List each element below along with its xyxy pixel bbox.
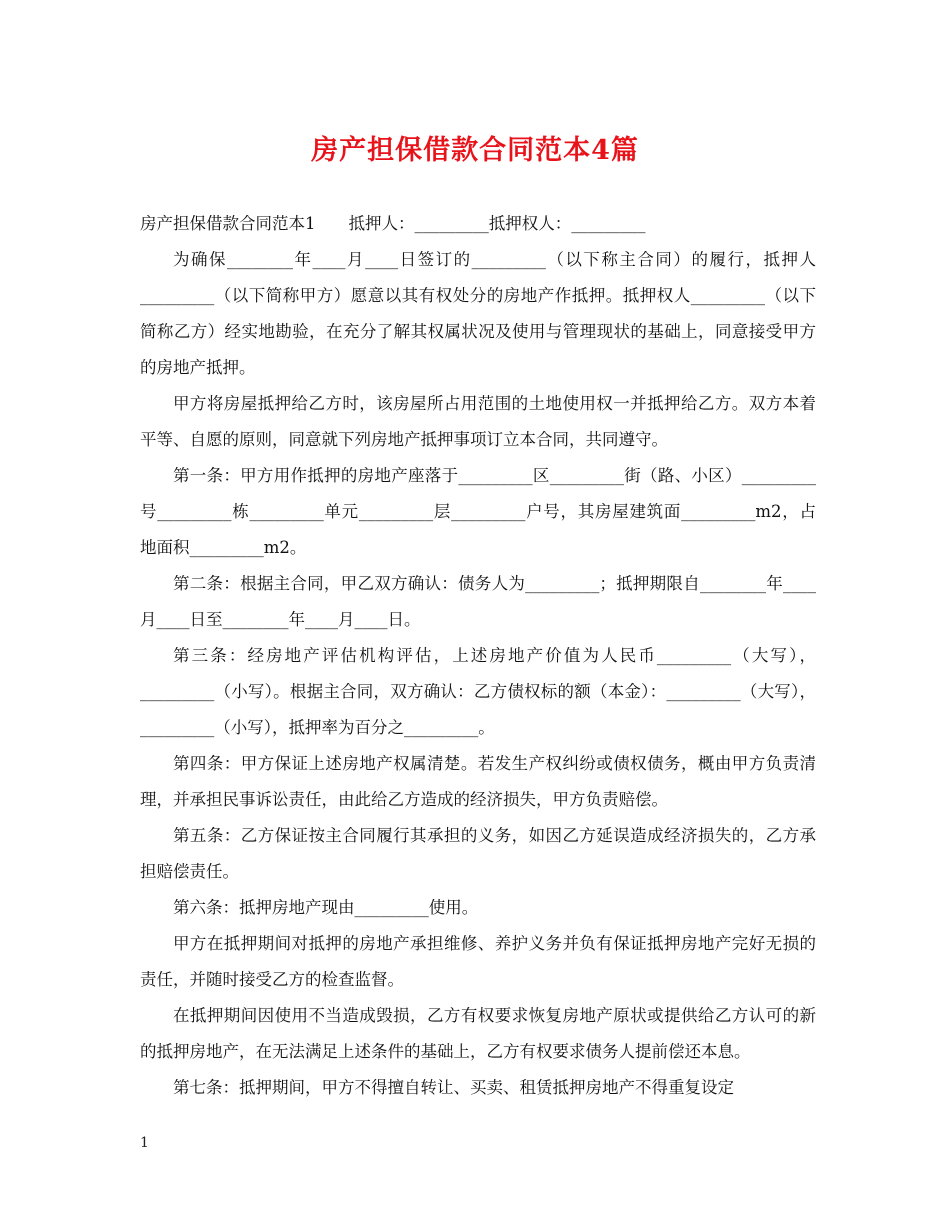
- page-number: 1: [140, 1135, 149, 1151]
- paragraph-article-2: 第二条：根据主合同，甲乙双方确认：债务人为_________；抵押期限自________年____月____日至________年____月____日。: [140, 574, 816, 629]
- paragraph: 甲方在抵押期间对抵押的房地产承担维修、养护义务并负有保证抵押房地产完好无损的责任，并随时接受乙方的检查监督。: [140, 934, 816, 989]
- paragraph: 甲方将房屋抵押给乙方时，该房屋所占用范围的土地使用权一并抵押给乙方。双方本着平等、自愿的原则，同意就下列房地产抵押事项订立本合同，共同遵守。: [140, 394, 816, 449]
- paragraph-article-7: 第七条：抵押期间，甲方不得擅自转让、买卖、租赁抵押房地产不得重复设定: [173, 1078, 734, 1097]
- document-title: 房产担保借款合同范本4篇: [311, 135, 639, 166]
- paragraph: 在抵押期间因使用不当造成毁损，乙方有权要求恢复房地产原状或提供给乙方认可的新的抵押房地产，在无法满足上述条件的基础上，乙方有权要求债务人提前偿还本息。: [140, 1006, 816, 1061]
- paragraph-article-4: 第四条：甲方保证上述房地产权属清楚。若发生产权纠纷或债权债务，概由甲方负责清理，并承担民事诉讼责任，由此给乙方造成的经济损失，甲方负责赔偿。: [140, 754, 816, 809]
- paragraph-intro: 房产担保借款合同范本1 抵押人：_________抵押权人：_________: [140, 214, 646, 233]
- paragraph-article-3: 第三条：经房地产评估机构评估，上述房地产价值为人民币_________（大写），_________（小写）。根据主合同，双方确认：乙方债权标的额（本金）：_________（大写），_________（小写），抵押率为百分之_________。: [140, 646, 816, 737]
- paragraph-article-5: 第五条：乙方保证按主合同履行其承担的义务，如因乙方延误造成经济损失的，乙方承担赔偿责任。: [140, 826, 816, 881]
- document-body: [140, 206, 816, 1106]
- paragraph: 为确保________年____月____日签订的_________（以下称主合同）的履行，抵押人_________（以下简称甲方）愿意以其有权处分的房地产作抵押。抵押权人_________（以下简称乙方）经实地勘验，在充分了解其权属状况及使用与管理现状的基础上，同意接受甲方的房地产抵押。: [140, 250, 816, 377]
- paragraph-article-6: 第六条：抵押房地产现由_________使用。: [173, 898, 479, 917]
- paragraph-article-1: 第一条：甲方用作抵押的房地产座落于_________区_________街（路、小区）_________号_________栋_________单元_________层_________户号，其房屋建筑面_________m2，占地面积_________m2。: [140, 466, 816, 557]
